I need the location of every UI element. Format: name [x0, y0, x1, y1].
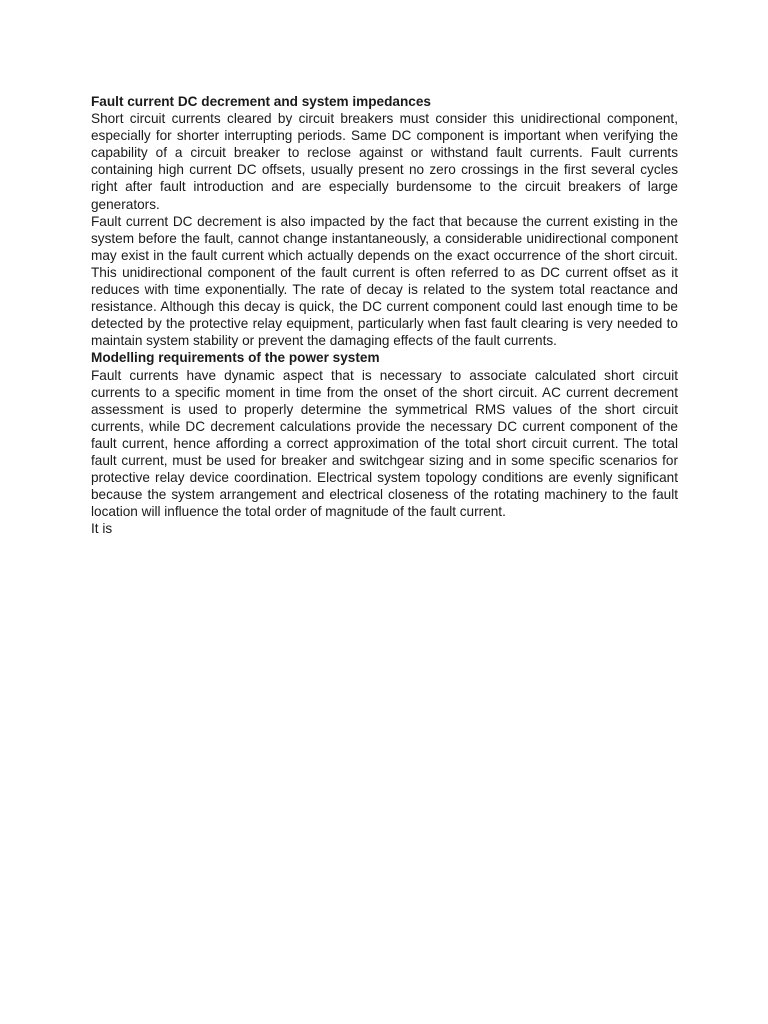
paragraph-truncated: It is — [91, 521, 113, 537]
document-page — [91, 93, 678, 537]
paragraph-dc-component: Short circuit currents cleared by circuit breakers must consider this unidirectional component, especially for shorter interrupting periods. Same DC component is important when verifying the capability of a circuit breaker to reclose against or withstand fault currents. Fault currents containing high current DC offsets, usually present no zero crossings in the first several cycles right after fault introduction and are especially burdensome to the circuit breakers of large generators. — [91, 111, 678, 212]
section-heading-modelling: Modelling requirements of the power system — [91, 350, 380, 366]
paragraph-dc-offset: Fault current DC decrement is also impacted by the fact that because the current existing in the system before the fault, cannot change instantaneously, a considerable unidirectional component may exist in the fault current which actually depends on the exact occurrence of the short circuit. This unidirectional component of the fault current is often referred to as DC current offset as it reduces with time exponentially. The rate of decay is related to the system total reactance and resistance. Although this decay is quick, the DC current component could last enough time to be detected by the protective relay equipment, particularly when fast fault clearing is very needed to maintain system stability or prevent the damaging effects of the fault currents. — [91, 213, 678, 349]
section-heading-dc-decrement: Fault current DC decrement and system impedances — [91, 94, 431, 109]
paragraph-fault-dynamics: Fault currents have dynamic aspect that is necessary to associate calculated short circuit currents to a specific moment in time from the onset of the short circuit. AC current decrement assessment is used to properly determine the symmetrical RMS values of the short circuit currents, while DC decrement calculations provide the necessary DC current component of the fault current, hence affording a correct approximation of the total short circuit current. The total fault current, must be used for breaker and switchgear sizing and in some specific scenarios for protective relay device coordination. Electrical system topology conditions are evenly significant because the system arrangement and electrical closeness of the rotating machinery to the fault location will influence the total order of magnitude of the fault current. — [91, 367, 678, 520]
